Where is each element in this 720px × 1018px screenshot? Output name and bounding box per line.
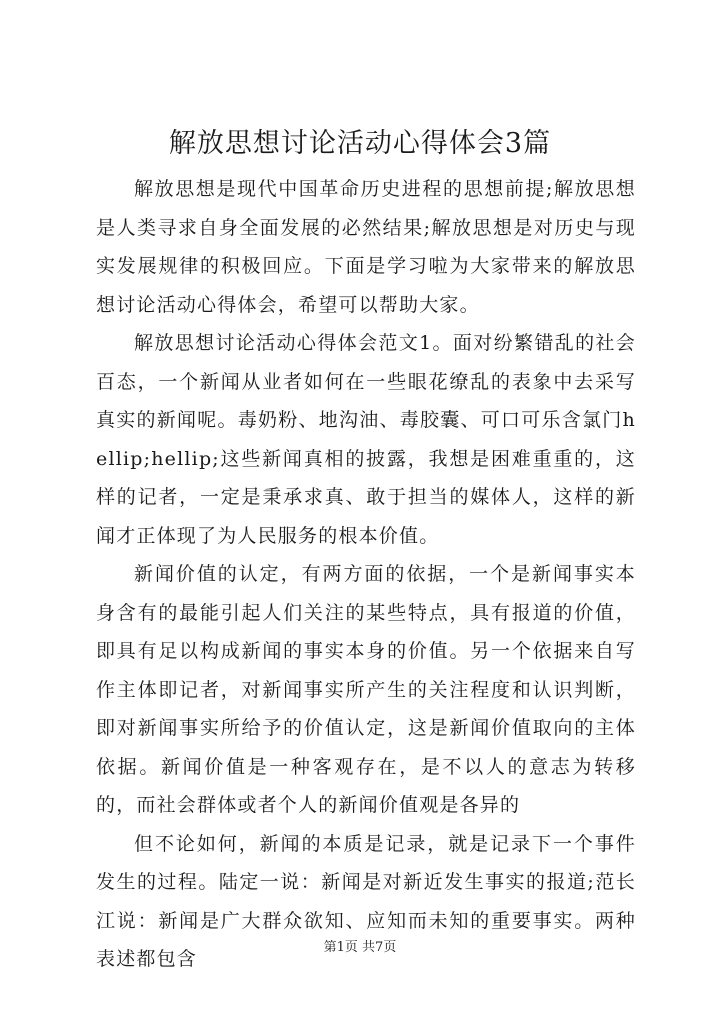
paragraph-sample-1: 解放思想讨论活动心得体会范文1。面对纷繁错乱的社会百态，一个新闻从业者如何在一些眼花缭乱的表象中去采写真实的新闻呢。毒奶粉、地沟油、毒胶囊、可口可乐含氯门hellip;hellip;这些新闻真相的披露，我想是困难重重的，这样的记者，一定是秉承求真、敢于担当的媒体人，这样的新闻才正体现了为人民服务的根本价值。 xyxy=(96,332,636,547)
document-title: 解放思想讨论活动心得体会3篇 xyxy=(168,128,552,159)
document-body xyxy=(96,170,636,979)
paragraph-news-value: 新闻价值的认定，有两方面的依据，一个是新闻事实本身含有的最能引起人们关注的某些特点，具有报道的价值，即具有足以构成新闻的事实本身的价值。另一个依据来自写作主体即记者，对新闻事实所产生的关注程度和认识判断，即对新闻事实所给予的价值认定，这是新闻价值取向的主体依据。新闻价值是一种客观存在，是不以人的意志为转移的，而社会群体或者个人的新闻价值观是各异的 xyxy=(96,563,636,816)
paragraph-news-essence: 但不论如何，新闻的本质是记录，就是记录下一个事件发生的过程。陆定一说：新闻是对新近发生事实的报道;范长江说：新闻是广大群众欲知、应知而未知的重要事实。两种表述都包含 xyxy=(96,832,636,970)
paragraph-intro: 解放思想是现代中国革命历史进程的思想前提;解放思想是人类寻求自身全面发展的必然结果;解放思想是对历史与现实发展规律的积极回应。下面是学习啦为大家带来的解放思想讨论活动心得体会，希望可以帮助大家。 xyxy=(96,178,636,316)
page-number-footer: 第1页 共7页 xyxy=(323,940,397,955)
